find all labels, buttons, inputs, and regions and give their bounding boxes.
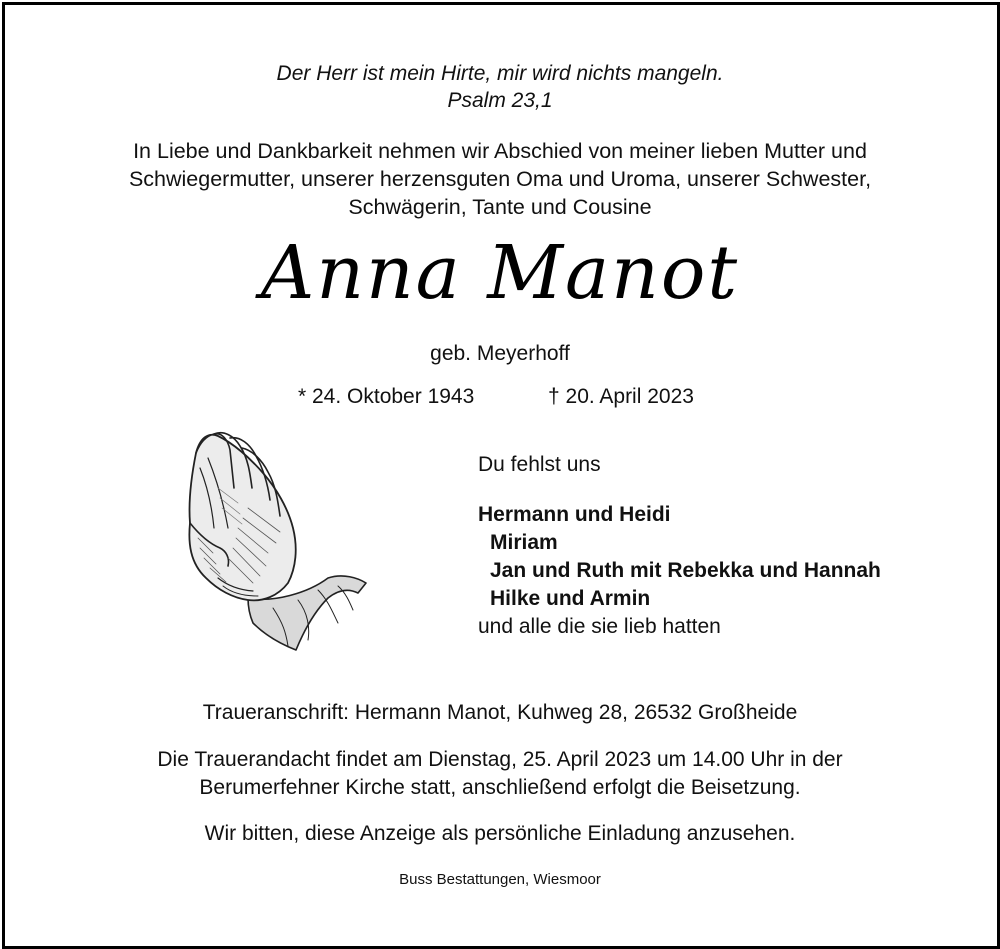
- mourner-name: Jan und Ruth mit Rebekka und Hannah: [490, 559, 881, 582]
- mourner-name: Hilke und Armin: [490, 587, 651, 610]
- intro-line: Schwiegermutter, unserer herzensguten Oma und Uroma, unserer Schwester,: [128, 167, 872, 191]
- service-line: Die Trauerandacht findet am Dienstag, 25. April 2023 um 14.00 Uhr in der: [157, 748, 843, 771]
- undertaker-credit: Buss Bestattungen, Wiesmoor: [399, 871, 601, 888]
- intro-text: [0, 137, 1000, 221]
- mourners-heading: Du fehlst uns: [478, 453, 601, 476]
- service-info: [0, 746, 1000, 802]
- spacer: [478, 479, 948, 501]
- invitation-note: Wir bitten, diese Anzeige als persönliche Einladung anzusehen.: [204, 822, 796, 845]
- mourning-address: Traueranschrift: Hermann Manot, Kuhweg 28, 26532 Großheide: [202, 701, 798, 724]
- deceased-name: Anna Manot: [260, 230, 740, 316]
- service-line: Berumerfehner Kirche statt, anschließend erfolgt die Beisetzung.: [199, 776, 801, 799]
- birth-date: * 24. Oktober 1943: [298, 385, 475, 408]
- mourners-closing: und alle die sie lieb hatten: [478, 615, 721, 638]
- mourners-block: [478, 451, 948, 641]
- mourner-name: Hermann und Heidi: [478, 503, 671, 526]
- mourner-name: Miriam: [490, 531, 558, 554]
- psalm-quote-block: [0, 60, 1000, 114]
- death-date: † 20. April 2023: [548, 385, 694, 408]
- birth-name: geb. Meyerhoff: [430, 342, 570, 365]
- intro-line: Schwägerin, Tante und Cousine: [348, 195, 652, 219]
- praying-hands-icon: [178, 428, 370, 654]
- psalm-quote: Der Herr ist mein Hirte, mir wird nichts mangeln.: [276, 62, 724, 85]
- psalm-reference: Psalm 23,1: [447, 89, 553, 112]
- intro-line: In Liebe und Dankbarkeit nehmen wir Abschied von meiner lieben Mutter und: [133, 139, 867, 163]
